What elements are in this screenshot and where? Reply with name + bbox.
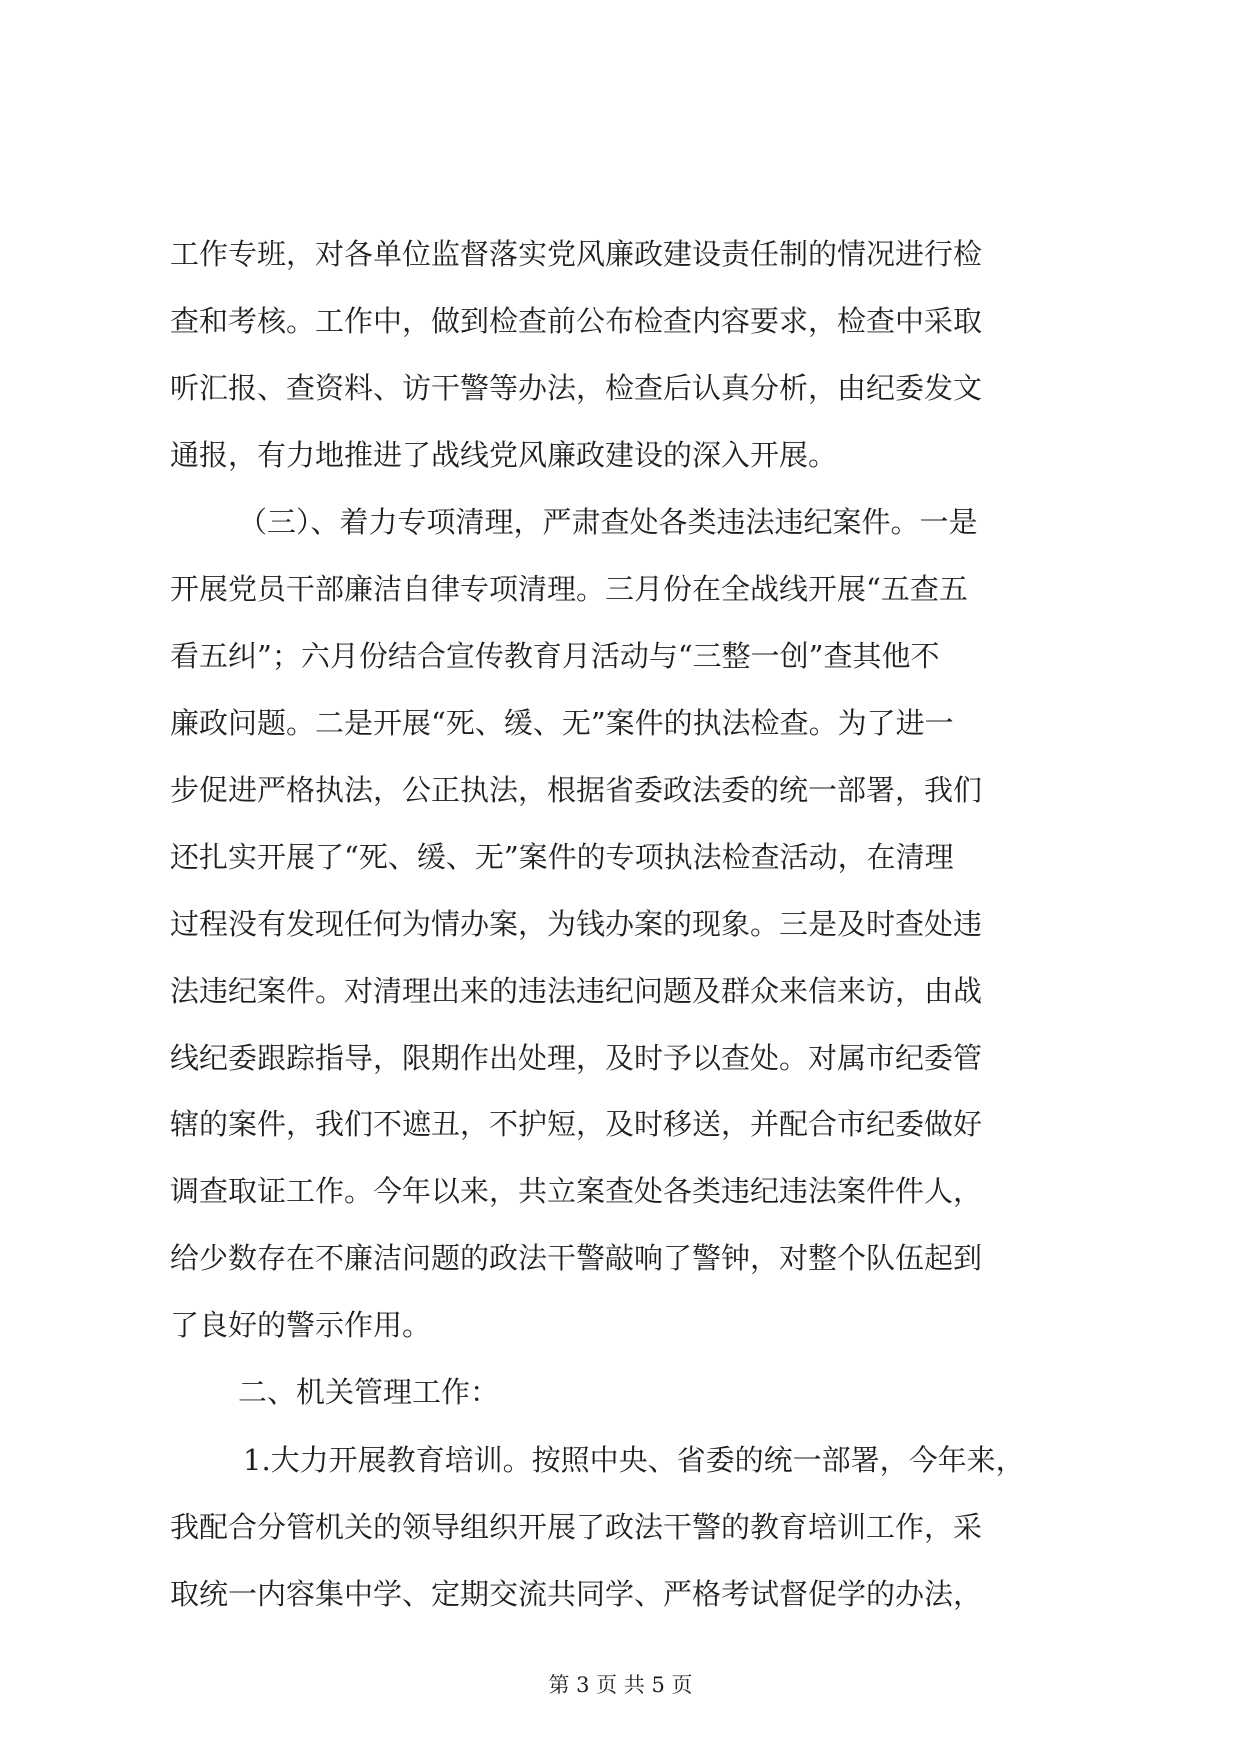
text-line: 给少数存在不廉洁问题的政法干警敲响了警钟，对整个队伍起到 — [170, 1241, 983, 1275]
text-line: 取统一内容集中学、定期交流共同学、严格考试督促学的办法， — [170, 1577, 983, 1611]
text-line: 了良好的警示作用。 — [170, 1308, 432, 1342]
text-line: 辖的案件，我们不遮丑，不护短，及时移送，并配合市纪委做好 — [170, 1107, 983, 1141]
text-line: 看五纠”；六月份结合宣传教育月活动与“三整一创”查其他不 — [170, 639, 940, 673]
text-line: 步促进严格执法，公正执法，根据省委政法委的统一部署，我们 — [170, 773, 983, 807]
text-line: 调查取证工作。今年以来，共立案查处各类违纪违法案件件人， — [170, 1174, 983, 1208]
text-line: 廉政问题。二是开展“死、缓、无”案件的执法检查。为了进一 — [170, 706, 954, 740]
text-line: 工作专班，对各单位监督落实党风廉政建设责任制的情况进行检 — [170, 237, 983, 271]
text-line: 还扎实开展了“死、缓、无”案件的专项执法检查活动，在清理 — [170, 840, 954, 874]
text-line: 我配合分管机关的领导组织开展了政法干警的教育培训工作，采 — [170, 1510, 983, 1544]
text-line: 查和考核。工作中，做到检查前公布检查内容要求，检查中采取 — [170, 304, 983, 338]
text-line: 听汇报、查资料、访干警等办法，检查后认真分析，由纪委发文 — [170, 371, 983, 405]
text-line: 线纪委跟踪指导，限期作出处理，及时予以查处。对属市纪委管 — [170, 1041, 983, 1075]
section-heading-2: 二、机关管理工作： — [238, 1375, 500, 1409]
text-line: 通报，有力地推进了战线党风廉政建设的深入开展。 — [170, 438, 838, 472]
text-line: 过程没有发现任何为情办案，为钱办案的现象。三是及时查处违 — [170, 907, 983, 941]
text-line: 法违纪案件。对清理出来的违法违纪问题及群众来信来访，由战 — [170, 974, 983, 1008]
text-line: 开展党员干部廉洁自律专项清理。三月份在全战线开展“五查五 — [170, 572, 968, 606]
page-number-footer: 第 3 页 共 5 页 — [548, 1673, 693, 1697]
section-heading-3: （三）、着力专项清理，严肃查处各类违法违纪案件。一是 — [238, 505, 978, 539]
numbered-item-1: 1.大力开展教育培训。按照中央、省委的统一部署，今年来， — [243, 1443, 1025, 1477]
